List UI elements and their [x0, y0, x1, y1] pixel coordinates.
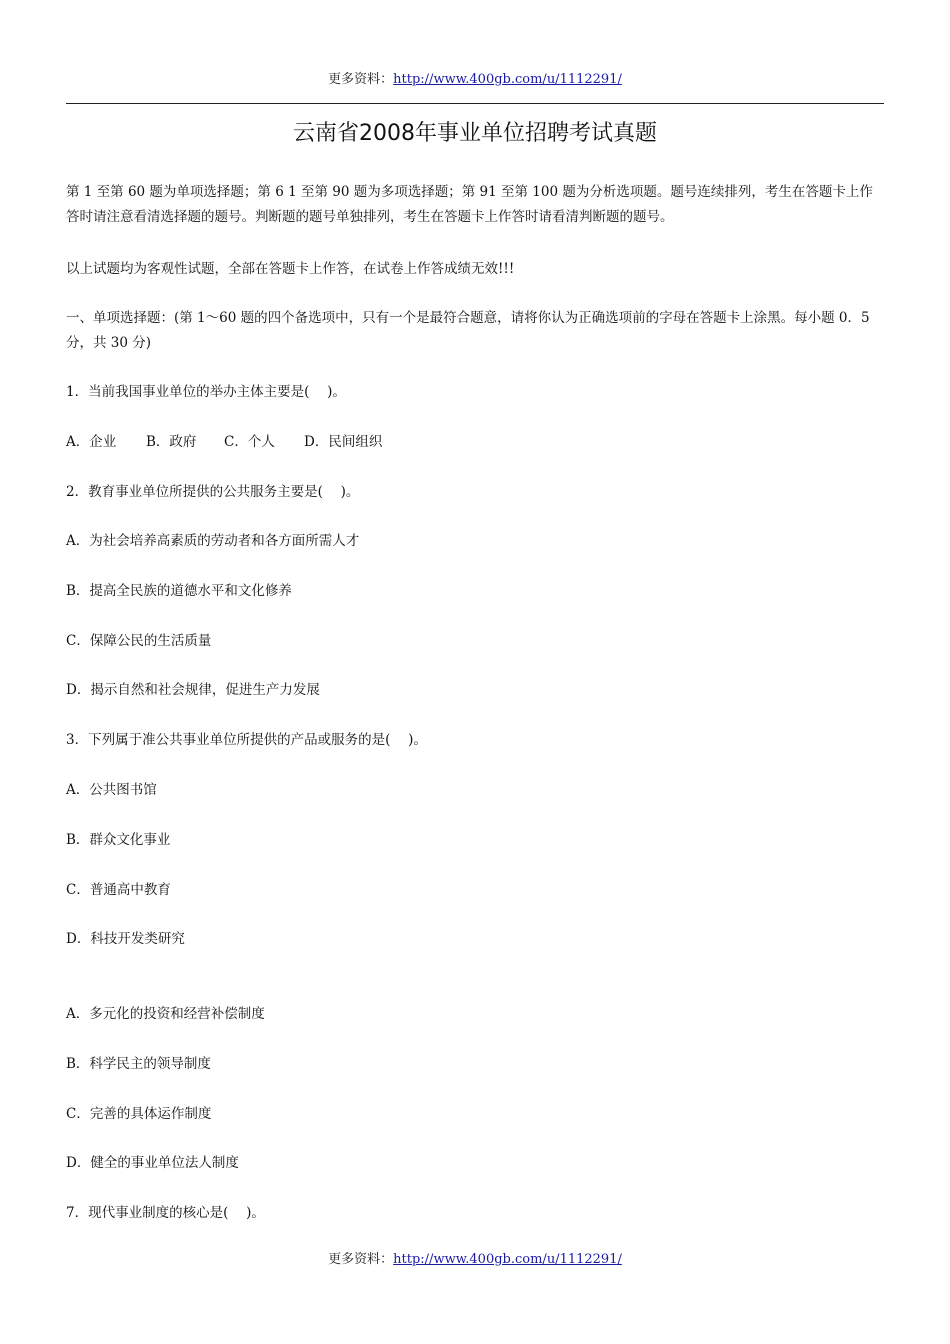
q3-option-c: C．普通高中教育: [66, 882, 171, 898]
question-1: 1．当前我国事业单位的举办主体主要是( )。: [66, 384, 346, 400]
page-header: [0, 68, 950, 87]
page-title: 云南省2008年事业单位招聘考试真题: [293, 121, 657, 146]
q2-option-b: B．提高全民族的道德水平和文化修养: [66, 583, 292, 599]
q6-option-c: C．完善的具体运作制度: [66, 1106, 212, 1122]
section-heading: 一、单项选择题：(第 1～60 题的四个备选项中，只有一个是最符合题意，请将你认为正确选项前的字母在答题卡上涂黑。每小题 0．5 分，共 30 分): [66, 310, 870, 351]
q3-option-a: A．公共图书馆: [66, 782, 157, 798]
question-3: 3．下列属于准公共事业单位所提供的产品或服务的是( )。: [66, 732, 427, 748]
footer-link[interactable]: http://www.400gb.com/u/1112291/: [393, 1252, 622, 1267]
q3-option-b: B．群众文化事业: [66, 832, 171, 848]
header-link[interactable]: http://www.400gb.com/u/1112291/: [393, 72, 622, 87]
question-1-options: [66, 430, 884, 455]
q3-option-d: D．科技开发类研究: [66, 931, 185, 947]
footer-prefix: 更多资料：: [328, 1252, 394, 1267]
q6-option-d: D．健全的事业单位法人制度: [66, 1155, 239, 1171]
header-divider: [66, 103, 884, 104]
intro-paragraph-1: 第 1 至第 60 题为单项选择题；第 6 1 至第 90 题为多项选择题；第 91 至第 100 题为分析选项题。题号连续排列，考生在答题卡上作答时请注意看清选择题的题号。判断题的题号单独排列，考生在答题卡上作答时请看清判断题的题号。: [66, 184, 873, 225]
q6-option-b: B．科学民主的领导制度: [66, 1056, 211, 1072]
q2-option-d: D．揭示自然和社会规律，促进生产力发展: [66, 682, 320, 698]
header-prefix: 更多资料：: [328, 72, 394, 87]
q2-option-c: C．保障公民的生活质量: [66, 633, 212, 649]
q6-option-a: A．多元化的投资和经营补偿制度: [66, 1006, 265, 1022]
q1-option-d: D．民间组织: [304, 434, 383, 450]
q1-option-c: C．个人: [224, 434, 275, 450]
question-2: 2．教育事业单位所提供的公共服务主要是( )。: [66, 484, 360, 500]
q1-option-a: A．企业: [66, 434, 117, 450]
q1-option-b: B．政府: [146, 434, 197, 450]
page-footer: [0, 1248, 950, 1267]
intro-paragraph-2: 以上试题均为客观性试题，全部在答题卡上作答，在试卷上作答成绩无效!!!: [66, 261, 515, 277]
q2-option-a: A．为社会培养高素质的劳动者和各方面所需人才: [66, 533, 360, 549]
question-7: 7．现代事业制度的核心是( )。: [66, 1205, 265, 1221]
